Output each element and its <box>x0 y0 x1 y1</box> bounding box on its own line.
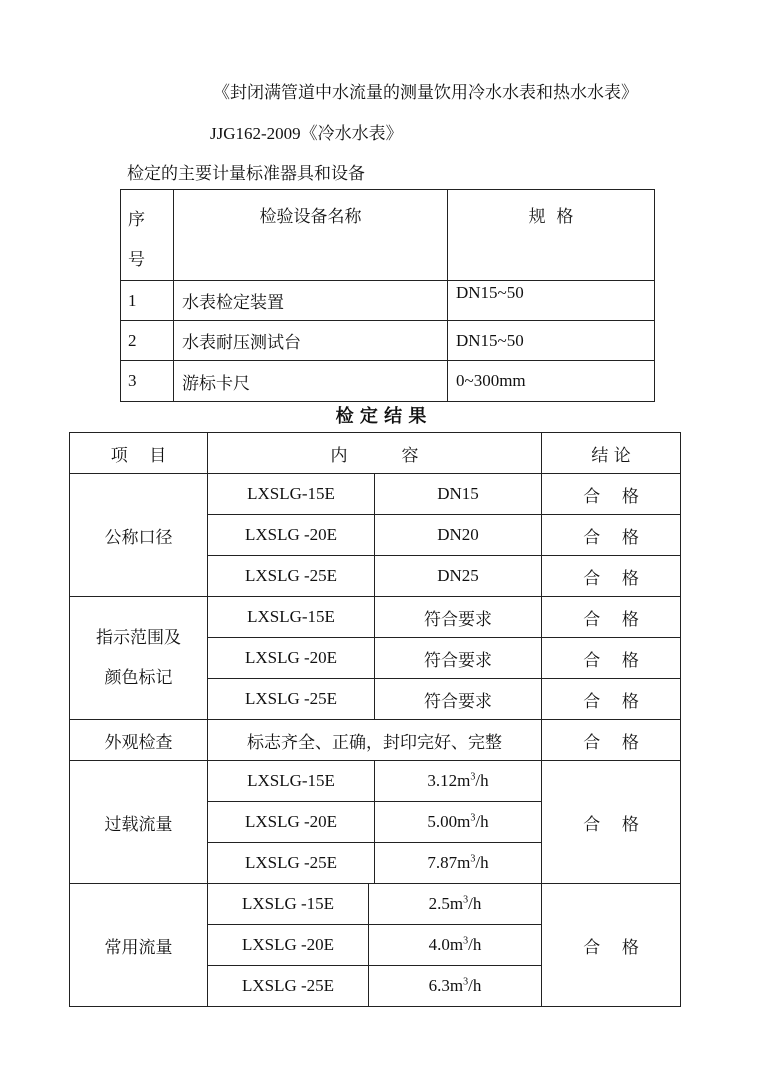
equipment-header-row <box>121 190 655 281</box>
unit-exponent: 3 <box>463 976 469 988</box>
flow-value: 4.0m <box>428 935 464 954</box>
model-cell: LXSLG -20E <box>208 515 375 556</box>
unit-tail: /h <box>475 853 489 872</box>
value-cell: DN15 <box>375 474 542 515</box>
result-cell: 合 格 <box>542 556 681 597</box>
result-cell: 合 格 <box>542 597 681 638</box>
seq-header-line1: 序 <box>128 210 145 230</box>
name-header: 检验设备名称 <box>174 190 448 281</box>
standard-code: JJG162-2009《冷水水表》 <box>210 124 403 143</box>
results-title: 检 定 结 果 <box>335 406 427 427</box>
table-row <box>70 597 681 638</box>
unit-tail: /h <box>468 976 482 995</box>
model-cell: LXSLG -25E <box>208 556 375 597</box>
seq-cell: 3 <box>121 361 174 402</box>
name-cell: 水表耐压测试台 <box>174 321 448 361</box>
flow-value: 5.00m <box>427 812 471 831</box>
flow-value: 2.5m <box>428 894 464 913</box>
model-cell: LXSLG-15E <box>208 597 375 638</box>
flow-value: 7.87m <box>427 853 471 872</box>
model-cell: LXSLG -25E <box>208 843 375 884</box>
seq-header-line2: 号 <box>128 250 145 270</box>
group-label <box>70 597 208 720</box>
spec-header: 规 格 <box>448 190 655 281</box>
unit-exponent: 3 <box>463 935 469 947</box>
model-cell: LXSLG -20E <box>208 802 375 843</box>
table-row <box>70 884 681 925</box>
unit-tail: /h <box>475 771 489 790</box>
value-cell: 符合要求 <box>375 679 542 720</box>
unit-exponent: 3 <box>470 812 476 824</box>
value-cell: DN25 <box>375 556 542 597</box>
conclusion-header: 结 论 <box>542 433 681 474</box>
result-cell: 合 格 <box>542 515 681 556</box>
table-row <box>121 281 655 321</box>
unit-exponent: 3 <box>463 894 469 906</box>
value-cell <box>375 761 542 802</box>
group-label: 外观检查 <box>70 720 208 761</box>
result-cell: 合 格 <box>542 884 681 1007</box>
value-cell <box>375 802 542 843</box>
seq-header <box>121 190 174 281</box>
unit-tail: /h <box>475 812 489 831</box>
flow-value: 6.3m <box>428 976 464 995</box>
table-row <box>70 474 681 515</box>
unit-exponent: 3 <box>470 853 476 865</box>
value-cell <box>369 925 542 966</box>
table-row <box>121 361 655 402</box>
results-table <box>69 432 681 1007</box>
seq-cell: 1 <box>121 281 174 321</box>
group-label-line1: 指示范围及 <box>96 628 181 648</box>
group-label-line2: 颜色标记 <box>104 668 173 688</box>
result-cell: 合 格 <box>542 474 681 515</box>
flow-value: 3.12m <box>427 771 471 790</box>
model-cell: LXSLG -20E <box>208 925 369 966</box>
value-cell <box>375 843 542 884</box>
results-header-row <box>70 433 681 474</box>
model-cell: LXSLG -25E <box>208 679 375 720</box>
value-cell <box>369 884 542 925</box>
table-row <box>70 761 681 802</box>
value-cell: 符合要求 <box>375 638 542 679</box>
value-cell: DN20 <box>375 515 542 556</box>
value-cell <box>369 966 542 1007</box>
model-cell: LXSLG-15E <box>208 474 375 515</box>
result-cell: 合 格 <box>542 638 681 679</box>
unit-tail: /h <box>468 894 482 913</box>
value-cell: 符合要求 <box>375 597 542 638</box>
model-cell: LXSLG -25E <box>208 966 369 1007</box>
name-cell: 游标卡尺 <box>174 361 448 402</box>
group-label: 公称口径 <box>70 474 208 597</box>
spec-cell: DN15~50 <box>448 281 655 321</box>
model-cell: LXSLG -15E <box>208 884 369 925</box>
item-header: 项 目 <box>70 433 208 474</box>
result-cell: 合 格 <box>542 761 681 884</box>
name-cell: 水表检定装置 <box>174 281 448 321</box>
group-label: 常用流量 <box>70 884 208 1007</box>
content-header: 内 容 <box>208 433 542 474</box>
standard-title: 《封闭满管道中水流量的测量饮用冷水水表和热水水表》 <box>213 83 638 103</box>
table-row <box>70 720 681 761</box>
unit-exponent: 3 <box>470 771 476 783</box>
model-cell: LXSLG -20E <box>208 638 375 679</box>
model-cell: LXSLG-15E <box>208 761 375 802</box>
result-cell: 合 格 <box>542 720 681 761</box>
unit-tail: /h <box>468 935 482 954</box>
table-row <box>121 321 655 361</box>
equipment-heading: 检定的主要计量标准器具和设备 <box>127 164 365 184</box>
spec-cell: DN15~50 <box>448 321 655 361</box>
spec-cell: 0~300mm <box>448 361 655 402</box>
equipment-table <box>120 189 655 402</box>
seq-cell: 2 <box>121 321 174 361</box>
result-cell: 合 格 <box>542 679 681 720</box>
content-cell: 标志齐全、正确，封印完好、完整 <box>208 720 542 761</box>
group-label: 过载流量 <box>70 761 208 884</box>
